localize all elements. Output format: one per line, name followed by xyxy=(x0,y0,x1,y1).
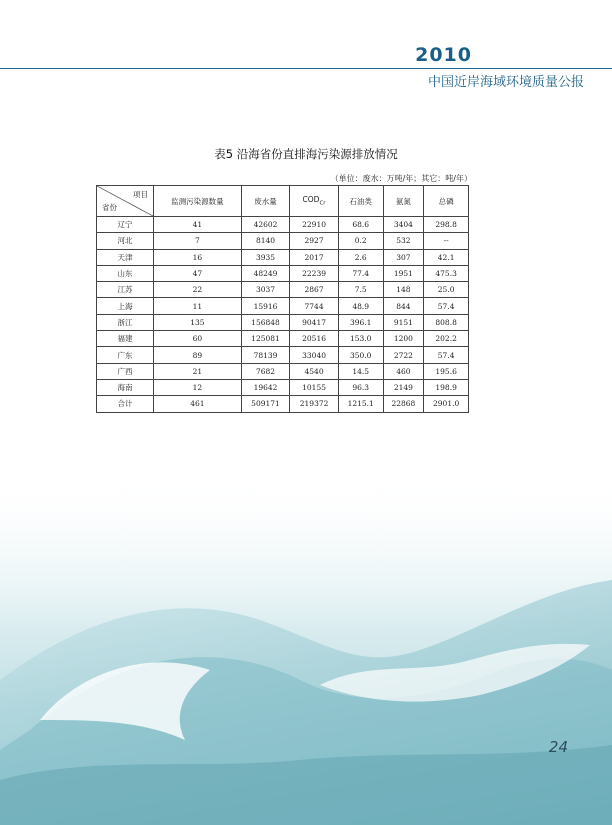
value-cell: 57.4 xyxy=(424,298,469,314)
province-cell: 辽宁 xyxy=(97,217,154,233)
value-cell: 20516 xyxy=(290,331,339,347)
value-cell: 22 xyxy=(154,282,242,298)
value-cell: 148 xyxy=(383,282,424,298)
value-cell: 33040 xyxy=(290,347,339,363)
value-cell: 77.4 xyxy=(338,265,383,281)
col-header-phosphorus: 总磷 xyxy=(424,186,469,217)
table-row xyxy=(97,379,469,395)
value-cell: 3935 xyxy=(241,249,290,265)
value-cell: 2149 xyxy=(383,379,424,395)
province-cell: 上海 xyxy=(97,298,154,314)
value-cell: 47 xyxy=(154,265,242,281)
value-cell: 219372 xyxy=(290,396,339,412)
value-cell: 89 xyxy=(154,347,242,363)
value-cell: 844 xyxy=(383,298,424,314)
table-row xyxy=(97,347,469,363)
table-row xyxy=(97,314,469,330)
value-cell: 9151 xyxy=(383,314,424,330)
table-row xyxy=(97,363,469,379)
province-cell: 山东 xyxy=(97,265,154,281)
value-cell: 12 xyxy=(154,379,242,395)
value-cell: 808.8 xyxy=(424,314,469,330)
value-cell: 0.2 xyxy=(338,233,383,249)
value-cell: 68.6 xyxy=(338,217,383,233)
value-cell: 25.0 xyxy=(424,282,469,298)
table-row xyxy=(97,331,469,347)
col-header-ammonia: 氨氮 xyxy=(383,186,424,217)
corner-province-label: 省份 xyxy=(102,203,117,212)
value-cell: 21 xyxy=(154,363,242,379)
col-header-petroleum: 石油类 xyxy=(338,186,383,217)
value-cell: 14.5 xyxy=(338,363,383,379)
province-cell: 浙江 xyxy=(97,314,154,330)
value-cell: 475.3 xyxy=(424,265,469,281)
cod-subscript: Cr xyxy=(319,200,326,207)
value-cell: 41 xyxy=(154,217,242,233)
corner-header xyxy=(97,186,154,217)
value-cell: 7744 xyxy=(290,298,339,314)
value-cell: 96.3 xyxy=(338,379,383,395)
value-cell: 3037 xyxy=(241,282,290,298)
ocean-wave-background xyxy=(0,470,612,825)
table-row xyxy=(97,249,469,265)
value-cell: 2927 xyxy=(290,233,339,249)
table-row xyxy=(97,282,469,298)
col-header-wastewater: 废水量 xyxy=(241,186,290,217)
value-cell: 153.0 xyxy=(338,331,383,347)
table-row xyxy=(97,217,469,233)
emissions-table xyxy=(96,185,469,413)
province-cell: 河北 xyxy=(97,233,154,249)
value-cell: 78139 xyxy=(241,347,290,363)
value-cell: 22868 xyxy=(383,396,424,412)
value-cell: 2.6 xyxy=(338,249,383,265)
value-cell: 307 xyxy=(383,249,424,265)
value-cell: 22239 xyxy=(290,265,339,281)
value-cell: 461 xyxy=(154,396,242,412)
value-cell: 2901.0 xyxy=(424,396,469,412)
value-cell: 57.4 xyxy=(424,347,469,363)
table-header-row xyxy=(97,186,469,217)
value-cell: 4540 xyxy=(290,363,339,379)
province-cell: 天津 xyxy=(97,249,154,265)
value-cell: 15916 xyxy=(241,298,290,314)
value-cell: 2867 xyxy=(290,282,339,298)
value-cell: 396.1 xyxy=(338,314,383,330)
province-cell: 江苏 xyxy=(97,282,154,298)
table-row xyxy=(97,298,469,314)
value-cell: 90417 xyxy=(290,314,339,330)
corner-item-label: 项目 xyxy=(133,190,148,199)
value-cell: 2017 xyxy=(290,249,339,265)
value-cell: 8140 xyxy=(241,233,290,249)
report-year: 2010 xyxy=(415,44,472,66)
value-cell: 202.2 xyxy=(424,331,469,347)
header-rule xyxy=(0,68,612,69)
value-cell: 48249 xyxy=(241,265,290,281)
table-title: 表5 沿海省份直排海污染源排放情况 xyxy=(214,147,398,161)
value-cell: 60 xyxy=(154,331,242,347)
value-cell: 460 xyxy=(383,363,424,379)
value-cell: 3404 xyxy=(383,217,424,233)
value-cell: 509171 xyxy=(241,396,290,412)
value-cell: 350.0 xyxy=(338,347,383,363)
value-cell: 198.9 xyxy=(424,379,469,395)
value-cell: 195.6 xyxy=(424,363,469,379)
value-cell: 125081 xyxy=(241,331,290,347)
value-cell: 2722 xyxy=(383,347,424,363)
value-cell: 42.1 xyxy=(424,249,469,265)
col-header-sources: 监测污染源数量 xyxy=(154,186,242,217)
province-cell: 福建 xyxy=(97,331,154,347)
value-cell: 1951 xyxy=(383,265,424,281)
value-cell: 10155 xyxy=(290,379,339,395)
value-cell: 22910 xyxy=(290,217,339,233)
value-cell: 1200 xyxy=(383,331,424,347)
cod-label: COD xyxy=(302,195,320,205)
unit-note: （单位：废水：万吨/年；其它：吨/年） xyxy=(330,174,472,183)
value-cell: 48.9 xyxy=(338,298,383,314)
value-cell: 7 xyxy=(154,233,242,249)
value-cell: 11 xyxy=(154,298,242,314)
table-row xyxy=(97,233,469,249)
value-cell: 7.5 xyxy=(338,282,383,298)
value-cell: 1215.1 xyxy=(338,396,383,412)
value-cell: 532 xyxy=(383,233,424,249)
province-cell: 广东 xyxy=(97,347,154,363)
table-row xyxy=(97,396,469,412)
value-cell: 135 xyxy=(154,314,242,330)
value-cell: 7682 xyxy=(241,363,290,379)
province-cell: 合计 xyxy=(97,396,154,412)
value-cell: 42602 xyxy=(241,217,290,233)
table-row xyxy=(97,265,469,281)
value-cell: 156848 xyxy=(241,314,290,330)
value-cell: 16 xyxy=(154,249,242,265)
value-cell: 298.8 xyxy=(424,217,469,233)
col-header-cod xyxy=(290,186,339,217)
page-number: 24 xyxy=(548,738,568,756)
province-cell: 海南 xyxy=(97,379,154,395)
province-cell: 广西 xyxy=(97,363,154,379)
value-cell: -- xyxy=(424,233,469,249)
publication-title: 中国近岸海域环境质量公报 xyxy=(427,75,584,90)
value-cell: 19642 xyxy=(241,379,290,395)
